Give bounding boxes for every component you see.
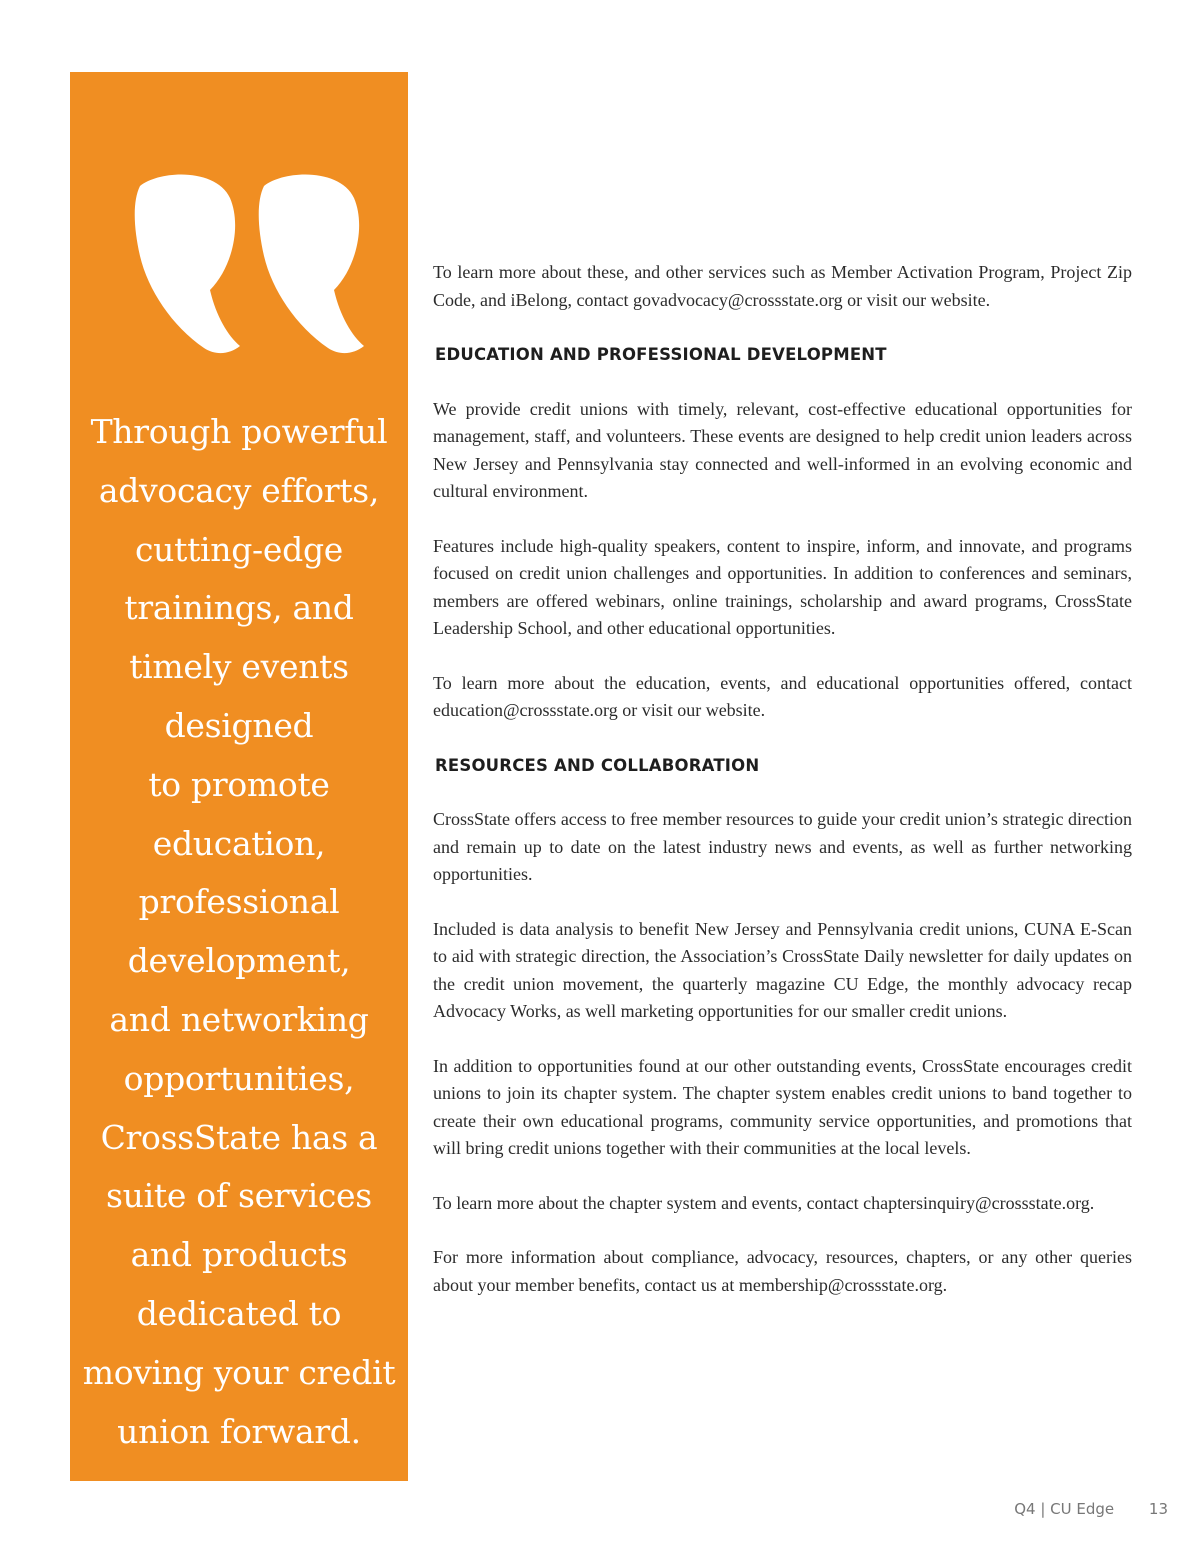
article-body	[433, 259, 1132, 1326]
pull-quote-line: to promote	[148, 764, 330, 804]
pull-quote-line: timely events	[129, 647, 349, 687]
resources-heading: RESOURCES AND COLLABORATION	[435, 755, 760, 775]
page-number: 13	[1148, 1500, 1168, 1518]
page-footer	[1014, 1500, 1168, 1518]
resources-paragraph-2: Included is data analysis to benefit New Jersey and Pennsylvania credit unions, CUNA E-Scan to aid with strategic direction, the Association’s CrossState Daily newsletter for daily updates on the credit union movement, the quarterly magazine CU Edge, the monthly advocacy recap Advocacy Works, as well marketing opportunities for our smaller credit unions.	[433, 918, 1132, 1021]
pull-quote-line: designed	[164, 705, 314, 745]
pull-quote-line: Through powerful	[90, 412, 388, 451]
quotation-mark-icon	[132, 172, 368, 362]
education-paragraph-2: Features include high-quality speakers, content to inspire, inform, and innovate, and programs focused on credit union challenges and opportunities. In addition to conferences and seminars, members are offered webinars, online trainings, scholarship and award programs, CrossState Leadership School, and other educational opportunities.	[433, 535, 1132, 638]
resources-paragraph-1: CrossState offers access to free member resources to guide your credit union’s strategic direction and remain up to date on the latest industry news and events, as well as further networking opportunities.	[433, 809, 1132, 884]
pull-quote-line: suite of services	[106, 1176, 372, 1216]
pull-quote-line: union forward.	[117, 1411, 361, 1451]
pull-quote-line: CrossState has a	[100, 1117, 378, 1157]
intro-paragraph: To learn more about these, and other services such as Member Activation Program, Project Zip Code, and iBelong, contact govadvocacy@crossstate.org or visit our website.	[433, 262, 1132, 310]
pull-quote-line: dedicated to	[136, 1293, 342, 1333]
pull-quote	[70, 403, 408, 1461]
pull-quote-line: opportunities,	[123, 1058, 355, 1098]
publication-name: Q4 | CU Edge	[1014, 1500, 1115, 1518]
pull-quote-line: and products	[130, 1235, 348, 1275]
pull-quote-line: education,	[152, 823, 326, 863]
pull-quote-line: moving your credit	[82, 1352, 396, 1392]
pull-quote-line: professional	[138, 882, 340, 922]
pull-quote-line: trainings, and	[124, 588, 354, 628]
education-paragraph-3: To learn more about the education, events, and educational opportunities offered, contact education@crossstate.org or visit our website.	[433, 672, 1132, 720]
pull-quote-line: advocacy efforts,	[98, 470, 380, 510]
education-heading: EDUCATION AND PROFESSIONAL DEVELOPMENT	[435, 345, 887, 364]
pull-quote-line: development,	[127, 941, 351, 981]
pull-quote-line: and networking	[109, 999, 369, 1039]
education-paragraph-1: We provide credit unions with timely, relevant, cost-effective educational opportunities for management, staff, and volunteers. These events are designed to help credit union leaders across New Jersey and Pennsylvania stay connected and well-informed in an evolving economic and cultural environment.	[433, 398, 1132, 501]
resources-paragraph-5: For more information about compliance, advocacy, resources, chapters, or any other queries about your member benefits, contact us at membership@crossstate.org.	[433, 1247, 1132, 1295]
resources-paragraph-4: To learn more about the chapter system and events, contact chaptersinquiry@crossstate.org.	[433, 1192, 1095, 1213]
pull-quote-line: cutting-edge	[134, 529, 344, 569]
pull-quote-sidebar	[70, 72, 408, 1481]
resources-paragraph-3: In addition to opportunities found at our other outstanding events, CrossState encourages credit unions to join its chapter system. The chapter system enables credit unions to band together to create their own educational programs, community service opportunities, and promotions that will bring credit unions together with their communities at the local levels.	[433, 1055, 1132, 1158]
